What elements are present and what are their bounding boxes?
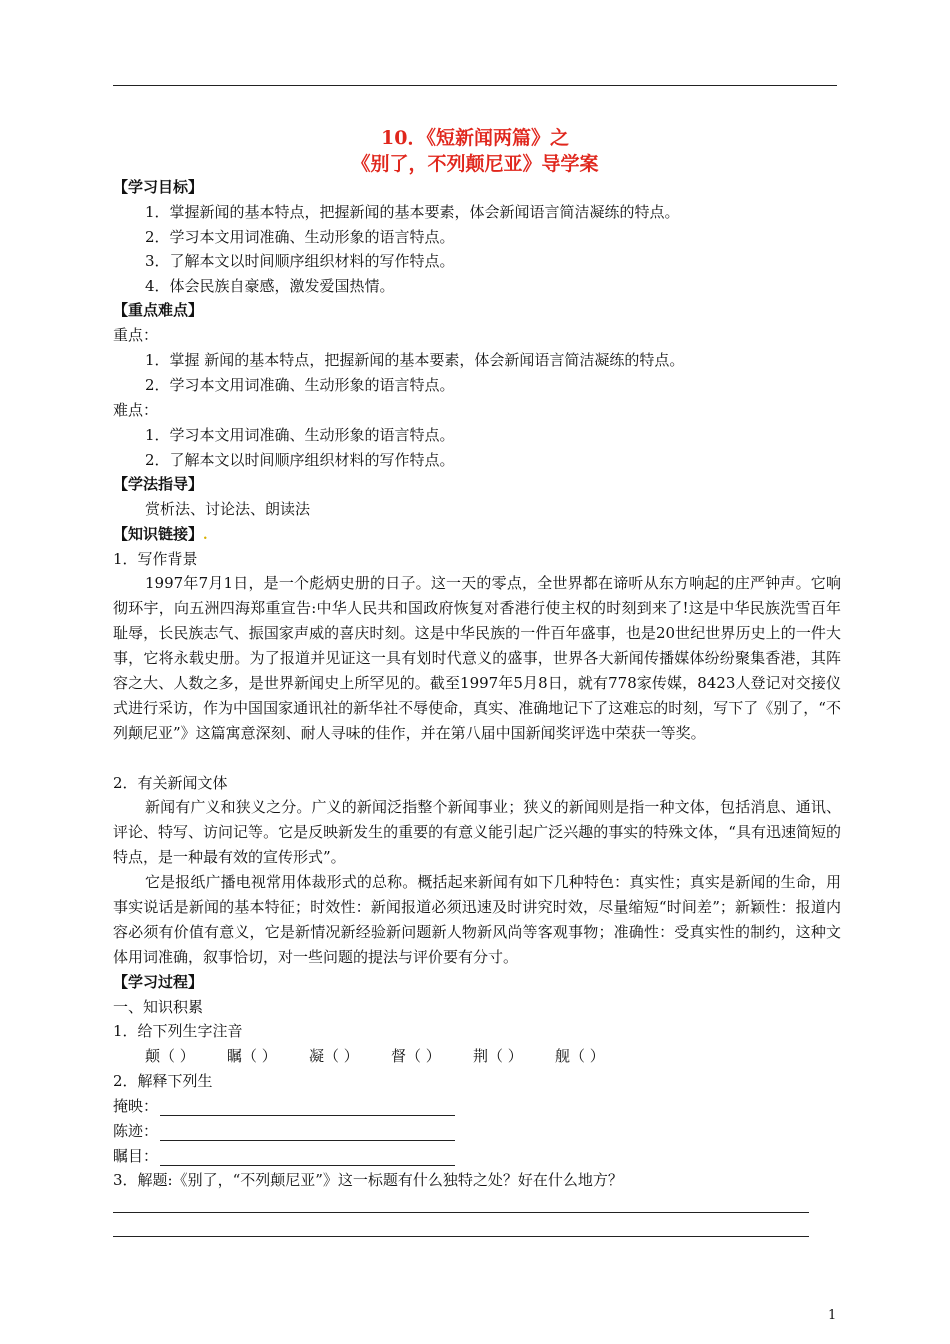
answer-blank[interactable] bbox=[160, 1099, 455, 1116]
news-genre-paragraph-2: 它是报纸广播电视常用体裁形式的总称。概括起来新闻有如下几种特色：真实性；真实是新闻的生命，用事实说话是新闻的基本特征；时效性：新闻报道必须迅速及时讲究时效，尽量缩短“时间差”；新颖性：报道内容必须有价值有意义，它是新情况新经验新问题新人物新风尚等客观事物；准确性：受真实性的制约，这种文体用词准确，叙事恰切，对一些问题的提法与评价要有分寸。 bbox=[113, 873, 841, 966]
section-heading-methods: 【学法指导】 bbox=[113, 475, 204, 493]
pinyin-item[interactable]: 舰（ ） bbox=[555, 1047, 605, 1065]
sub-heading-news-genre: 2．有关新闻文体 bbox=[113, 774, 228, 792]
term-label: 陈迹： bbox=[113, 1122, 159, 1140]
highlight-mark: . bbox=[203, 528, 208, 543]
pinyin-row bbox=[145, 1046, 637, 1066]
part-heading: 一、知识积累 bbox=[113, 998, 204, 1016]
knowledge-heading-text: 【知识链接】 bbox=[113, 525, 204, 543]
difficult-label: 难点： bbox=[113, 401, 159, 419]
sub-heading-background: 1．写作背景 bbox=[113, 550, 198, 568]
difficult-item: 1．学习本文用词准确、生动形象的语言特点。 bbox=[145, 426, 455, 444]
methods-text: 赏析法、讨论法、朗读法 bbox=[145, 500, 311, 518]
question-2: 2．解释下列生 bbox=[113, 1072, 213, 1090]
term-row bbox=[113, 1146, 455, 1166]
goal-item: 2．学习本文用词准确、生动形象的语言特点。 bbox=[145, 228, 455, 246]
term-row bbox=[113, 1121, 455, 1141]
goal-item: 4．体会民族自豪感，激发爱国热情。 bbox=[145, 277, 395, 295]
question-3: 3．解题:《别了，“不列颠尼亚”》这一标题有什么独特之处？好在什么地方？ bbox=[113, 1171, 623, 1189]
term-label: 掩映： bbox=[113, 1097, 159, 1115]
goal-item: 1．掌握新闻的基本特点，把握新闻的基本要素，体会新闻语言简洁凝练的特点。 bbox=[145, 203, 680, 221]
answer-line[interactable] bbox=[113, 1236, 809, 1237]
key-item: 1．掌握 新闻的基本特点，把握新闻的基本要素，体会新闻语言简洁凝练的特点。 bbox=[145, 351, 685, 369]
difficult-item: 2．了解本文以时间顺序组织材料的写作特点。 bbox=[145, 451, 455, 469]
key-item: 2．学习本文用词准确、生动形象的语言特点。 bbox=[145, 376, 455, 394]
section-heading-process: 【学习过程】 bbox=[113, 973, 204, 991]
header-rule bbox=[113, 85, 837, 86]
term-row bbox=[113, 1096, 455, 1116]
pinyin-item[interactable]: 颠（ ） bbox=[145, 1047, 195, 1065]
term-label: 瞩目： bbox=[113, 1147, 159, 1165]
key-label: 重点： bbox=[113, 326, 159, 344]
pinyin-item[interactable]: 荆（ ） bbox=[473, 1047, 523, 1065]
answer-blank[interactable] bbox=[160, 1124, 455, 1141]
pinyin-item[interactable]: 凝（ ） bbox=[309, 1047, 359, 1065]
section-heading-knowledge bbox=[113, 524, 208, 546]
answer-line[interactable] bbox=[113, 1212, 809, 1213]
doc-title-line2: 《别了，不列颠尼亚》导学案 bbox=[351, 153, 599, 175]
pinyin-item[interactable]: 督（ ） bbox=[391, 1047, 441, 1065]
news-genre-paragraph-1: 新闻有广义和狭义之分。广义的新闻泛指整个新闻事业；狭义的新闻则是指一种文体，包括消息、通讯、评论、特写、访问记等。它是反映新发生的重要的有意义能引起广泛兴趣的事实的特殊文体，“具有迅速简短的特点，是一种最有效的宣传形式”。 bbox=[113, 798, 841, 866]
page-number: 1 bbox=[828, 1308, 837, 1323]
section-heading-goals: 【学习目标】 bbox=[113, 178, 204, 196]
background-paragraph: 1997年7月1日，是一个彪炳史册的日子。这一天的零点，全世界都在谛听从东方响起的庄严钟声。它响彻环宇，向五洲四海郑重宣告:中华人民共和国政府恢复对香港行使主权的时刻到来了!这是中华民族洗雪百年耻辱，长民族志气、振国家声威的喜庆时刻。这是中华民族的一件百年盛事，也是20世纪世界历史上的一件大事，它将永载史册。为了报道并见证这一具有划时代意义的盛事，世界各大新闻传播媒体纷纷聚集香港，其阵容之大、人数之多，是世界新闻史上所罕见的。截至1997年5月8日，就有778家传媒，8423人登记对交接仪式进行采访，作为中国国家通讯社的新华社不辱使命，真实、准确地记下了这难忘的时刻，写下了《别了，“不列颠尼亚”》这篇寓意深刻、耐人寻味的佳作，并在第八届中国新闻奖评选中荣获一等奖。 bbox=[113, 574, 841, 742]
goal-item: 3．了解本文以时间顺序组织材料的写作特点。 bbox=[145, 252, 455, 270]
question-1: 1．给下列生字注音 bbox=[113, 1022, 243, 1040]
pinyin-item[interactable]: 瞩（ ） bbox=[227, 1047, 277, 1065]
doc-title-line1: 10．《短新闻两篇》之 bbox=[381, 127, 569, 149]
section-heading-keypoints: 【重点难点】 bbox=[113, 301, 204, 319]
answer-blank[interactable] bbox=[160, 1149, 455, 1166]
